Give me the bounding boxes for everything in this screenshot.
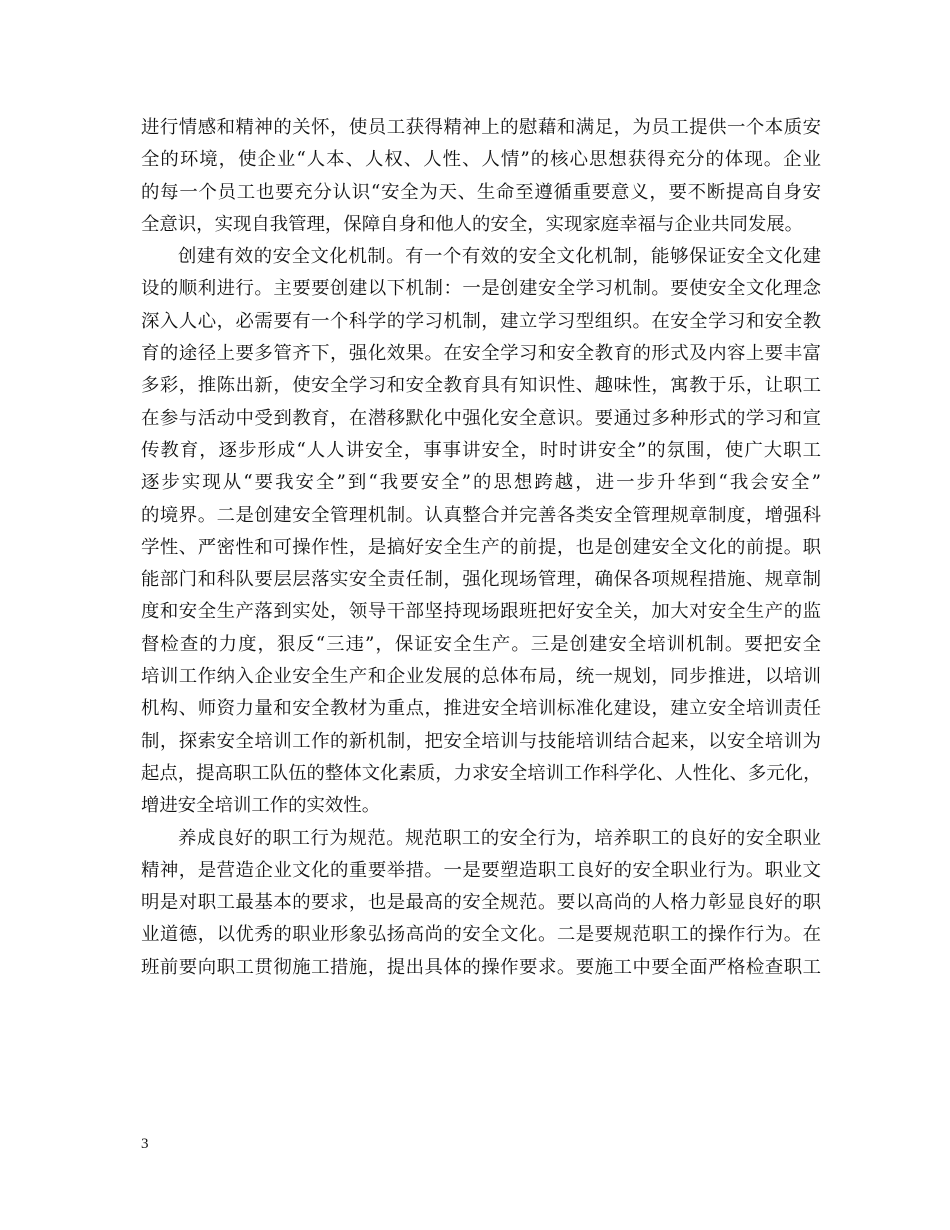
text-line: 精神，是营造企业文化的重要举措。一是要塑造职工良好的安全职业行为。职业文 (141, 859, 821, 881)
paragraph (141, 823, 821, 984)
text-line: 深入人心，必需要有一个科学的学习机制，建立学习型组织。在安全学习和安全教 (141, 310, 821, 332)
text-line: 能部门和科队要层层落实安全责任制，强化现场管理，确保各项规程措施、规章制 (141, 569, 821, 591)
text-line: 督检查的力度，狠反“三违”，保证安全生产。三是创建安全培训机制。要把安全 (141, 633, 821, 655)
text-line: 增进安全培训工作的实效性。 (141, 795, 381, 817)
paragraph (141, 241, 821, 822)
text-line: 的境界。二是创建安全管理机制。认真整合并完善各类安全管理规章制度，增强科 (141, 504, 821, 526)
text-line: 班前要向职工贯彻施工措施，提出具体的操作要求。要施工中要全面严格检查职工 (141, 956, 821, 978)
text-line: 明是对职工最基本的要求，也是最高的安全规范。要以高尚的人格力彰显良好的职 (141, 892, 821, 914)
text-line: 育的途径上要多管齐下，强化效果。在安全学习和安全教育的形式及内容上要丰富 (141, 343, 821, 365)
text-line: 全的环境，使企业“人本、人权、人性、人情”的核心思想获得充分的体现。企业 (141, 149, 821, 171)
text-line: 在参与活动中受到教育，在潜移默化中强化安全意识。要通过多种形式的学习和宣 (141, 407, 821, 429)
page-number: 3 (141, 1136, 149, 1152)
text-line: 业道德，以优秀的职业形象弘扬高尚的安全文化。二是要规范职工的操作行为。在 (141, 924, 821, 946)
text-line: 培训工作纳入企业安全生产和企业发展的总体布局，统一规划，同步推进，以培训 (141, 666, 821, 688)
text-line: 进行情感和精神的关怀，使员工获得精神上的慰藉和满足，为员工提供一个本质安 (141, 117, 821, 138)
body-text (141, 112, 821, 984)
text-line: 养成良好的职工行为规范。规范职工的安全行为，培养职工的良好的安全职业 (178, 827, 821, 849)
text-line: 的每一个员工也要充分认识“安全为天、生命至遵循重要意义，要不断提高自身安 (141, 181, 821, 203)
text-line: 多彩，推陈出新，使安全学习和安全教育具有知识性、趣味性，寓教于乐，让职工 (141, 375, 821, 397)
text-line: 逐步实现从“要我安全”到“我要安全”的思想跨越，进一步升华到“我会安全” (141, 472, 821, 494)
text-line: 度和安全生产落到实处，领导干部坚持现场跟班把好安全关，加大对安全生产的监 (141, 601, 821, 623)
text-line: 起点，提高职工队伍的整体文化素质，力求安全培训工作科学化、人性化、多元化， (141, 762, 822, 784)
paragraph (141, 112, 821, 241)
text-line: 制，探索安全培训工作的新机制，把安全培训与技能培训结合起来，以安全培训为 (141, 730, 821, 752)
text-line: 机构、师资力量和安全教材为重点，推进安全培训标准化建设，建立安全培训责任 (141, 698, 821, 720)
text-line: 设的顺利进行。主要要创建以下机制：一是创建安全学习机制。要使安全文化理念 (141, 278, 821, 300)
text-line: 全意识，实现自我管理，保障自身和他人的安全，实现家庭幸福与企业共同发展。 (141, 213, 804, 235)
text-line: 创建有效的安全文化机制。有一个有效的安全文化机制，能够保证安全文化建 (178, 246, 821, 268)
text-line: 学性、严密性和可操作性，是搞好安全生产的前提，也是创建安全文化的前提。职 (141, 536, 821, 558)
text-line: 传教育，逐步形成“人人讲安全，事事讲安全，时时讲安全”的氛围，使广大职工 (141, 439, 821, 461)
